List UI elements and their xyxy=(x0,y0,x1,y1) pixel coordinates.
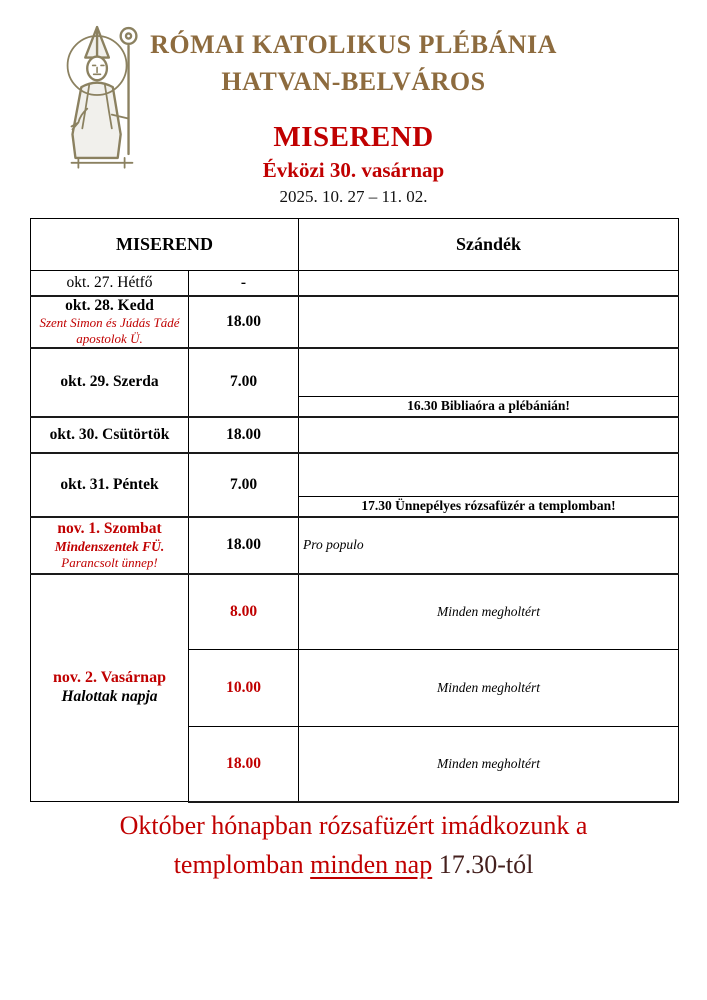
day-label: okt. 27. Hétfő xyxy=(66,273,153,291)
time-cell-wednesday: 7.00 xyxy=(189,348,299,417)
day-label: okt. 29. Szerda xyxy=(60,373,159,390)
intention-cell-thursday xyxy=(299,417,679,453)
day-cell-saturday xyxy=(31,517,189,574)
day-cell-friday xyxy=(31,453,189,517)
day-label: okt. 28. Kedd xyxy=(65,296,154,314)
org-name-line1: RÓMAI KATOLIKUS PLÉBÁNIA xyxy=(150,30,557,59)
day-cell-sunday xyxy=(31,574,189,802)
column-header-intention: Szándék xyxy=(299,219,679,271)
footer-line2-time: 17.30-tól xyxy=(432,850,534,879)
time-cell-sunday-2: 10.00 xyxy=(189,650,299,727)
time-cell-monday: - xyxy=(189,271,299,296)
feast-label: Halottak napja xyxy=(61,688,158,706)
row-wednesday xyxy=(31,348,679,397)
page-title: MISEREND xyxy=(273,121,434,153)
time-cell-friday: 7.00 xyxy=(189,453,299,517)
page-subtitle: Évközi 30. vasárnap xyxy=(262,158,445,182)
row-sunday-mass-1 xyxy=(31,574,679,650)
intention-cell-monday xyxy=(299,271,679,296)
mass-schedule-table xyxy=(30,218,679,803)
column-header-schedule: MISEREND xyxy=(31,219,299,271)
row-saturday xyxy=(31,517,679,574)
day-label: okt. 30. Csütörtök xyxy=(49,425,170,443)
day-label: okt. 31. Péntek xyxy=(60,475,159,493)
feast-label: Mindenszentek FÜ. xyxy=(54,538,165,554)
footer-line2-underlined: minden nap xyxy=(310,850,433,879)
footer-line1: Október hónapban rózsafüzért imádkozunk a xyxy=(119,811,588,840)
intention-cell-sunday-2: Minden megholtért xyxy=(299,650,679,727)
table-header-row xyxy=(31,219,679,271)
day-label: nov. 1. Szombat xyxy=(57,519,162,537)
feast-label: apostolok Ü. xyxy=(76,330,143,346)
footer-announcement xyxy=(0,806,707,884)
intention-cell-sunday-3: Minden megholtért xyxy=(299,727,679,802)
day-cell-monday xyxy=(31,271,189,296)
time-cell-saturday: 18.00 xyxy=(189,517,299,574)
feast-label: Parancsolt ünnep! xyxy=(61,554,158,570)
row-friday xyxy=(31,453,679,497)
time-cell-sunday-1: 8.00 xyxy=(189,574,299,650)
row-thursday xyxy=(31,417,679,453)
day-label: nov. 2. Vasárnap xyxy=(53,669,166,687)
day-cell-tuesday xyxy=(31,296,189,348)
row-tuesday xyxy=(31,296,679,348)
day-cell-thursday xyxy=(31,417,189,453)
intention-cell-friday xyxy=(299,453,679,497)
footer-line2 xyxy=(0,845,707,884)
intention-cell-wednesday xyxy=(299,348,679,397)
time-cell-tuesday: 18.00 xyxy=(189,296,299,348)
row-monday xyxy=(31,271,679,296)
intention-cell-saturday: Pro populo xyxy=(299,517,679,574)
intention-cell-sunday-1: Minden megholtért xyxy=(299,574,679,650)
note-cell-bible-class: 16.30 Bibliaóra a plébánián! xyxy=(299,397,679,417)
feast-label: Szent Simon és Júdás Tádé xyxy=(39,314,180,330)
footer-line2-prefix: templomban xyxy=(173,850,311,879)
note-cell-rosary: 17.30 Ünnepélyes rózsafüzér a templomban! xyxy=(299,497,679,517)
day-cell-wednesday xyxy=(31,348,189,417)
time-cell-sunday-3: 18.00 xyxy=(189,727,299,802)
date-range: 2025. 10. 27 – 11. 02. xyxy=(279,187,428,206)
time-cell-thursday: 18.00 xyxy=(189,417,299,453)
intention-cell-tuesday xyxy=(299,296,679,348)
org-name-line2: HATVAN-BELVÁROS xyxy=(221,67,486,96)
